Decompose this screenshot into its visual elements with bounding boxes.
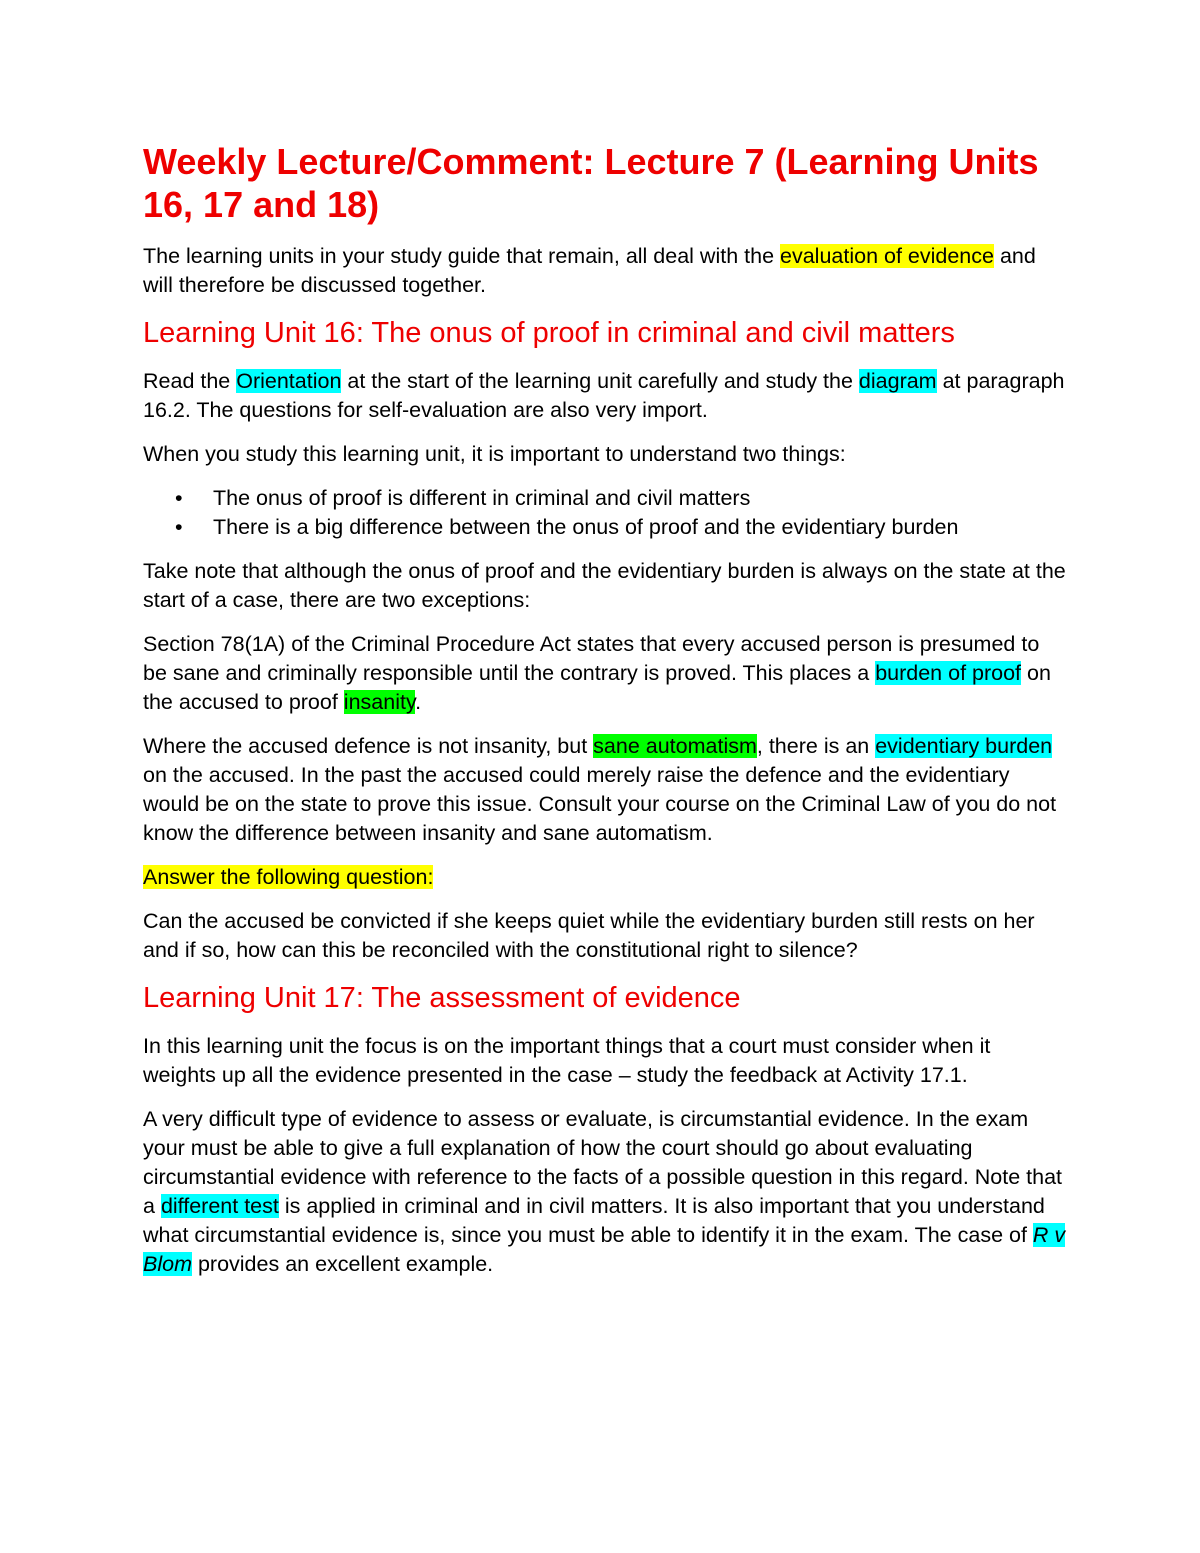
intro-text-end: and will therefore be discussed together. [143,244,1036,297]
unit16-two-things-paragraph: When you study this learning unit, it is important to understand two things: [143,442,846,466]
list-item-text: There is a big difference between the onus of proof and the evidentiary burden [213,515,959,539]
question-label: Answer the following question: [143,865,434,889]
text-run: . [415,690,422,714]
highlight-evidentiary-burden: evidentiary burden [875,734,1053,758]
unit16-heading: Learning Unit 16: The onus of proof in criminal and civil matters [143,317,955,349]
document-page [143,140,1068,1294]
text-run: on the accused. In the past the accused could merely raise the defence and the evidentiary would be on the state to prove this issue. Consult your course on the Criminal Law of you do not know the difference between insanity and sane automatism. [143,763,1057,845]
text-run: provides an excellent example. [191,1252,494,1276]
unit17-circumstantial-paragraph [143,1105,1068,1279]
highlight-burden-of-proof: burden of proof [875,661,1022,685]
unit16-bullet-list [143,484,1068,542]
bullet-icon: • [175,486,183,510]
question-paragraph: Can the accused be convicted if she keeps quiet while the evidentiary burden still rests on her and if so, how can this be reconciled with the constitutional right to silence? [143,909,1035,962]
bullet-icon: • [175,515,183,539]
text-run: Where the accused defence is not insanity, but [143,734,594,758]
unit17-focus-paragraph: In this learning unit the focus is on the important things that a court must consider when it weights up all the evidence presented in the case – study the feedback at Activity 17.1. [143,1034,991,1087]
highlight-r-v-blom: R v Blom [143,1223,1066,1276]
question-label-paragraph [143,863,1068,892]
list-item-text: The onus of proof is different in criminal and civil matters [213,486,751,510]
text-run: is applied in criminal and in civil matters. It is also important that you understand what circumstantial evidence is, since you must be able to identify it in the exam. The case of [143,1194,1045,1247]
highlight-orientation: Orientation [236,369,342,393]
text-run: at the start of the learning unit carefully and study the [341,369,859,393]
highlight-insanity: insanity [343,690,416,714]
unit16-section78-paragraph [143,630,1068,717]
list-item [175,484,1068,513]
highlight-different-test: different test [160,1194,279,1218]
text-run: at paragraph 16.2. The questions for self-evaluation are also very import. [143,369,1065,422]
highlight-sane-automatism: sane automatism [593,734,757,758]
unit16-orientation-paragraph [143,367,1068,425]
text-run: Section 78(1A) of the Criminal Procedure Act states that every accused person is presumed to be sane and criminally responsible until the contrary is proved. This places a [143,632,1040,685]
text-run: on the accused to proof [143,661,1051,714]
text-run: A very difficult type of evidence to assess or evaluate, is circumstantial evidence. In the exam your must be able to give a full explanation of how the court should go about evaluating circumstantial evidence with reference to the facts of a possible question in this regard. Note that a [143,1107,1063,1218]
unit16-automatism-paragraph [143,732,1068,848]
intro-paragraph [143,242,1068,300]
text-run: , there is an [756,734,876,758]
list-item [175,513,1068,542]
intro-text-start: The learning units in your study guide that remain, all deal with the [143,244,781,268]
highlight-evaluation-of-evidence: evaluation of evidence [780,244,994,268]
unit17-heading: Learning Unit 17: The assessment of evidence [143,982,741,1014]
page-title: Weekly Lecture/Comment: Lecture 7 (Learning Units 16, 17 and 18) [143,141,1039,225]
text-run: Read the [143,369,237,393]
highlight-diagram: diagram [858,369,937,393]
unit16-exceptions-paragraph: Take note that although the onus of proof and the evidentiary burden is always on the state at the start of a case, there are two exceptions: [143,559,1066,612]
